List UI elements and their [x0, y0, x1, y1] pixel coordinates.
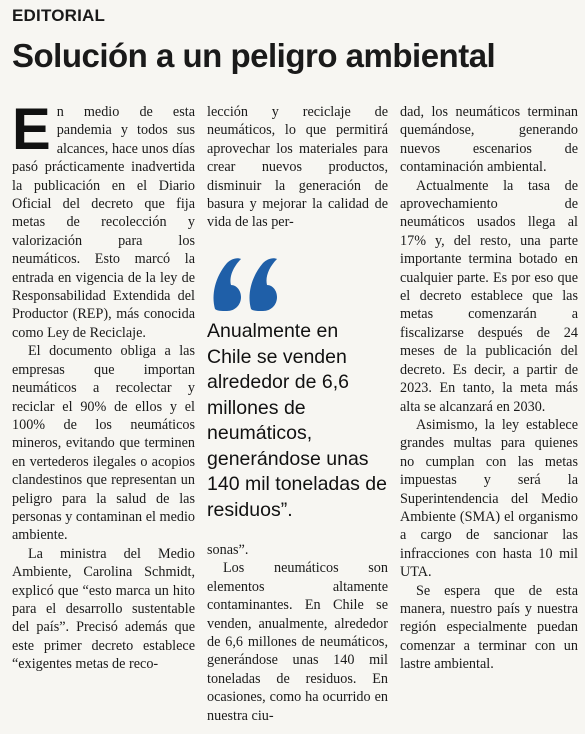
- paragraph-text: n medio de esta pandemia y todos sus alcances, hace unos días pasó prácticamente inadvertida la publicación en el Diario Oficial del decreto que fija metas de recolección y valorización para los neumáticos. Esto marcó la entrada en vigencia de la ley de Responsabilidad Extendida del Productor (REP), más conocida como Ley de Reciclaje.: [12, 104, 195, 341]
- column-3: [400, 103, 578, 674]
- column-2-top: [207, 103, 388, 232]
- column-2-bottom: [207, 541, 388, 725]
- headline: Solución a un peligro ambiental: [12, 37, 496, 74]
- paragraph: sonas”.: [207, 542, 249, 558]
- paragraph: Se espera que de esta manera, nuestro país y nuestra región especialmente puedan comenzar a terminar con un lastre ambiental.: [400, 582, 578, 673]
- open-quote-icon: [211, 255, 281, 311]
- section-label: EDITORIAL: [12, 6, 106, 25]
- paragraph: La ministra del Medio Ambiente, Carolina Schmidt, explicó que “esto marca un hito para el desarrollo sustentable del país”. Precisó además que este primer decreto establece “exigentes metas de reco-: [12, 545, 195, 673]
- paragraph: Actualmente la tasa de aprovechamiento de neumáticos usados llega al 17% y, del resto, una parte importante termina botado en cualquier parte. Es por eso que el decreto establece que las metas comenzarán a fiscalizarse después de 24 meses de la publicación del decreto. Es decir, a partir de 2023. En tanto, la meta más alta se alcanzará en 2030.: [400, 177, 578, 415]
- paragraph: [12, 97, 195, 342]
- paragraph: Asimismo, la ley establece grandes multas para quienes no cumplan con las metas impuestas y será la Superintendencia del Medio Ambiente (SMA) el organismo a cargo de sancionar las infracciones con hasta 10 mil UTA.: [400, 416, 578, 581]
- pull-quote: [207, 255, 388, 523]
- paragraph: dad, los neumáticos terminan quemándose, generando nuevos escenarios de contaminación ambiental.: [400, 104, 578, 176]
- column-1: [12, 97, 195, 674]
- paragraph: Los neumáticos son elementos altamente contaminantes. En Chile se venden, anualmente, alrededor de 6,6 millones de neumáticos, generándose unas 140 mil toneladas de residuos. En ocasiones, como ha ocurrido en nuestra ciu-: [207, 560, 388, 724]
- paragraph: lección y reciclaje de neumáticos, lo que permitirá aprovechar los materiales para crear nuevos productos, disminuir la generación de basura y mejorar la calidad de vida de las per-: [207, 104, 388, 231]
- pull-quote-text: Anualmente en Chile se venden alrededor de 6,6 millones de neumáticos, generándose unas 140 mil toneladas de residuos”.: [207, 320, 387, 521]
- drop-cap: E: [12, 97, 51, 162]
- paragraph: El documento obliga a las empresas que importan neumáticos a recolectar y reciclar el 90% de ellos y el 100% de los neumáticos mineros, evitando que terminen en vertederos ilegales o acopios clandestinos que representan un peligro para la salud de las personas y contaminan el medio ambiente.: [12, 343, 195, 544]
